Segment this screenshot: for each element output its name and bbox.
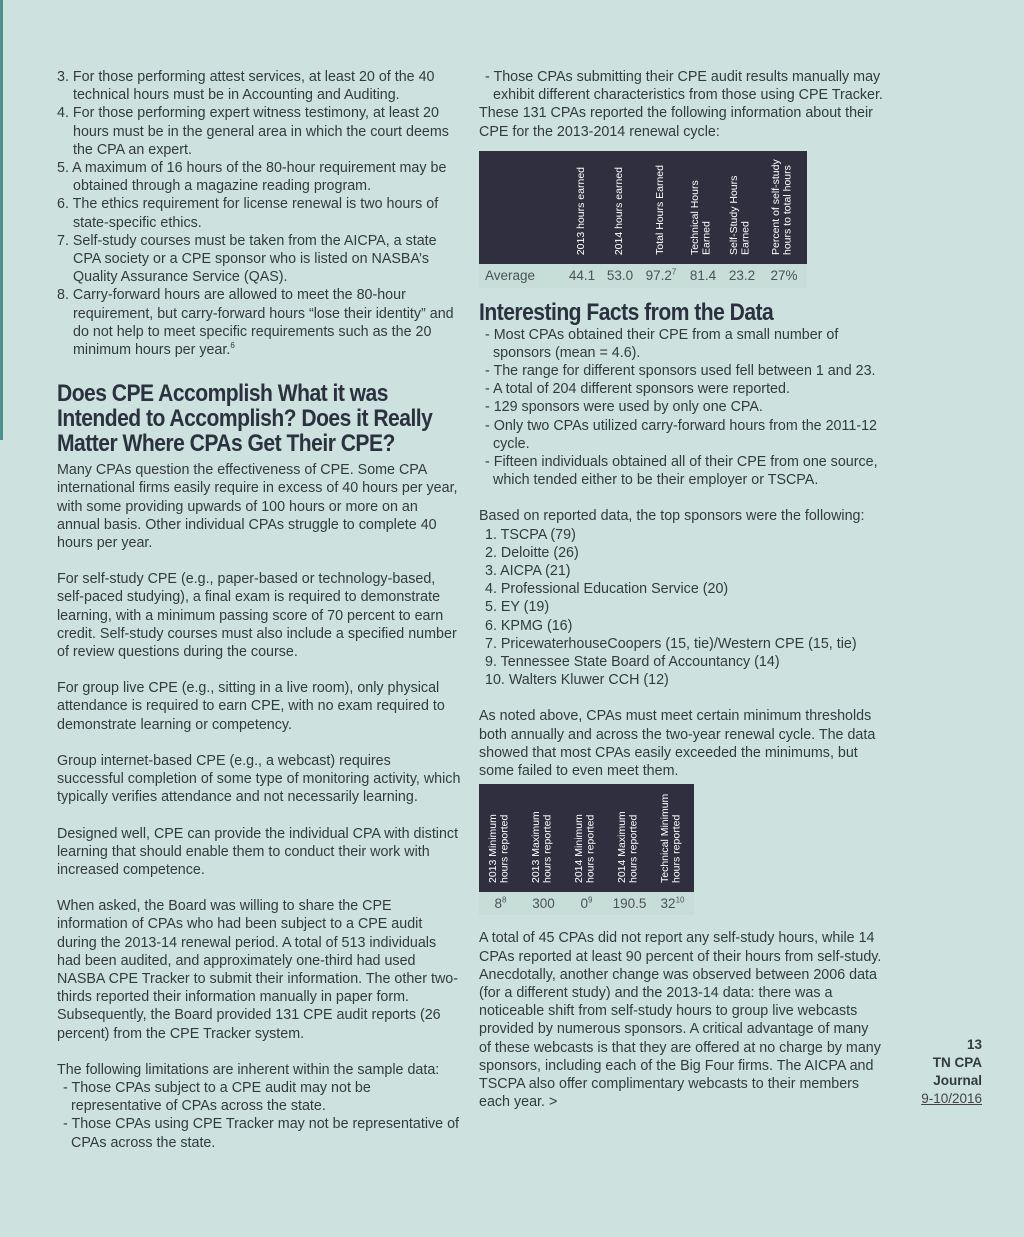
table-cell: 81.4 (683, 264, 723, 287)
paragraph: As noted above, CPAs must meet certain minimum thresholds both annually and across the two-year renewal cycle. The data showed that most CPAs easily exceeded the minimums, but some failed to even meet them. (479, 708, 876, 779)
issue-date: 9-10/2016 (921, 1091, 982, 1106)
journal-name: TN CPA Journal (932, 1055, 982, 1088)
rule-3: 3. For those performing attest services, at least 20 of the 40 technical hours must be in Accounting and Auditing. (57, 69, 435, 104)
section-heading: Does CPE Accomplish What it was Intended to Accomplish? Does it Really Matter Where CPAs Get Their CPE? (57, 380, 433, 458)
rule-8-text: 8. Carry-forward hours are allowed to meet the 80-hour requirement, but carry-forward hours “lose their identity” and do not help to meet specific requirements such as the 20 minimum hours per year. (57, 287, 454, 359)
sponsor-list (479, 526, 884, 690)
fact-item: - 129 sponsors were used by only one CPA. (485, 399, 763, 416)
paragraph: The following limitations are inherent within the sample data: (57, 1061, 440, 1078)
cpe-averages-table (479, 151, 807, 288)
table-cell: 53.0 (601, 264, 639, 287)
column-header: 2013 Minimum hours reported (486, 813, 510, 883)
paragraph: Designed well, CPE can provide the individual CPA with distinct learning that should enable them to conduct their work with increased competence. (57, 825, 459, 878)
list-item: 2. Deloitte (26) (485, 544, 579, 561)
hours-range-table (479, 784, 694, 915)
fact-item: - Only two CPAs utilized carry-forward hours from the 2011-12 cycle. (485, 417, 877, 452)
cell-value: 0 (580, 896, 589, 912)
column-header: Total Hours Earned (654, 164, 667, 255)
page-footer (918, 1036, 982, 1108)
column-header: 2014 Minimum hours reported (572, 813, 596, 883)
table-cell (479, 892, 522, 915)
list-item: 5. EY (19) (485, 599, 550, 616)
cell-value: 97.2 (645, 268, 672, 284)
footnote-ref: 7 (671, 267, 677, 277)
fact-item: - Most CPAs obtained their CPE from a small number of sponsors (mean = 4.6). (485, 326, 839, 361)
fact-item: - A total of 204 different sponsors were reported. (485, 381, 790, 398)
paragraph: For self-study CPE (e.g., paper-based or technology-based, self-paced studying), a final exam is required to demonstrate learning, with a minimum passing score of 70 percent to earn credit. Self-study courses must also include a specified number of review questions during the course. (57, 571, 457, 661)
footnote-ref: 6 (230, 341, 235, 351)
paragraph: Many CPAs question the effectiveness of CPE. Some CPA international firms easily require in excess of 40 hours per year, with some providing upwards of 100 hours or more on an annual basis. Other individual CPAs struggle to complete 40 hours per year. (57, 462, 458, 552)
paragraph: Based on reported data, the top sponsors were the following: (479, 508, 865, 525)
table-cell: 27% (761, 264, 807, 287)
list-item: 7. PricewaterhouseCoopers (15, tie)/Western CPE (15, tie) (485, 635, 857, 652)
rule-4: 4. For those performing expert witness testimony, at least 20 hours must be in the general area in which the court deems the CPA an expert. (57, 105, 449, 158)
table-cell (651, 892, 694, 915)
cell-value: 32 (660, 896, 676, 912)
fact-item: - Fifteen individuals obtained all of their CPE from one source, which tended either to be their employer or TSCPA. (485, 453, 878, 489)
table-cell (639, 264, 683, 287)
edge-accent-line (0, 0, 3, 440)
footnote-ref: 10 (675, 895, 685, 905)
list-item: 9. Tennessee State Board of Accountancy (14) (485, 653, 780, 670)
page-number: 13 (966, 1037, 982, 1052)
column-header: 2013 Maximum hours reported (529, 810, 553, 883)
table-corner (479, 151, 563, 265)
rule-8 (57, 286, 461, 359)
column-header: Percent of self-study hours to total hours (770, 159, 794, 255)
paragraph: For group live CPE (e.g., sitting in a live room), only physical attendance is required to earn CPE, with no exam required to demonstrate learning or competency. (57, 680, 445, 733)
footnote-ref: 9 (588, 895, 593, 905)
paragraph: These 131 CPAs reported the following information about their CPE for the 2013-2014 renewal cycle: (479, 105, 873, 140)
footnote-ref: 8 (502, 895, 507, 905)
list-item: 4. Professional Education Service (20) (485, 581, 729, 598)
column-header: 2014 hours earned (613, 166, 626, 255)
limitation-item: - Those CPAs using CPE Tracker may not be representative of CPAs across the state. (63, 1116, 459, 1151)
table-row (479, 264, 807, 287)
table-cell: 23.2 (723, 264, 761, 287)
column-header: 2014 Maximum hours reported (615, 810, 639, 883)
table-row (479, 892, 694, 915)
list-item: 10. Walters Kluwer CCH (12) (485, 672, 669, 689)
paragraph: When asked, the Board was willing to share the CPE information of CPAs who had been subject to a CPE audit during the 2013-14 renewal period. A total of 513 individuals had been audited, and approximately one-third had used NASBA CPE Tracker to submit their information. The other two-thirds reported their information manually in paper form. Subsequently, the Board provided 131 CPE audit reports (26 percent) from the CPE Tracker system. (57, 898, 459, 1042)
table-cell (565, 892, 608, 915)
table-cell: 190.5 (608, 892, 651, 915)
table-cell: 44.1 (563, 264, 601, 287)
rule-5: 5. A maximum of 16 hours of the 80-hour requirement may be obtained through a magazine reading program. (57, 160, 447, 195)
left-column (57, 68, 461, 1152)
right-column (479, 68, 884, 1111)
column-header: Technical Minimum hours reported (658, 793, 682, 883)
paragraph: A total of 45 CPAs did not report any self-study hours, while 14 CPAs reported at least 90 percent of their hours from self-study. Anecdotally, another change was observed between 2006 data (for a different study) and the 2013-14 data: there was a noticeable shift from self-study hours to group live webcasts provided by numerous sponsors. A critical advantage of many of these webcasts is that they are offered at no charge by many sponsors, including each of the Big Four firms. The AICPA and TSCPA also offer complimentary webcasts to their members each year. > (479, 930, 882, 1111)
limitation-item: - Those CPAs subject to a CPE audit may not be representative of CPAs across the state. (63, 1079, 371, 1115)
rule-6: 6. The ethics requirement for license renewal is two hours of state-specific ethics. (57, 196, 439, 231)
column-header: 2013 hours earned (575, 166, 588, 255)
list-item: 3. AICPA (21) (485, 562, 571, 579)
paragraph: Group internet-based CPE (e.g., a webcast) requires successful completion of some type of monitoring activity, which typically verifies attendance and not necessarily learning. (57, 752, 461, 806)
table-cell: 300 (522, 892, 565, 915)
list-item: 6. KPMG (16) (485, 617, 573, 634)
facts-heading: Interesting Facts from the Data (479, 298, 774, 326)
fact-item: - The range for different sponsors used fell between 1 and 23. (485, 362, 876, 379)
limitation-item: - Those CPAs submitting their CPE audit results manually may exhibit different characteristics from those using CPE Tracker. (485, 69, 883, 104)
cell-value: 8 (494, 896, 503, 912)
column-header: Technical Hours Earned (689, 180, 713, 255)
row-label: Average (479, 264, 563, 287)
list-item: 1. TSCPA (79) (485, 526, 576, 543)
column-header: Self-Study Hours Earned (728, 175, 752, 255)
rule-7: 7. Self-study courses must be taken from the AICPA, a state CPA society or a CPE sponsor who is listed on NASBA’s Quality Assurance Service (QAS). (57, 232, 437, 286)
